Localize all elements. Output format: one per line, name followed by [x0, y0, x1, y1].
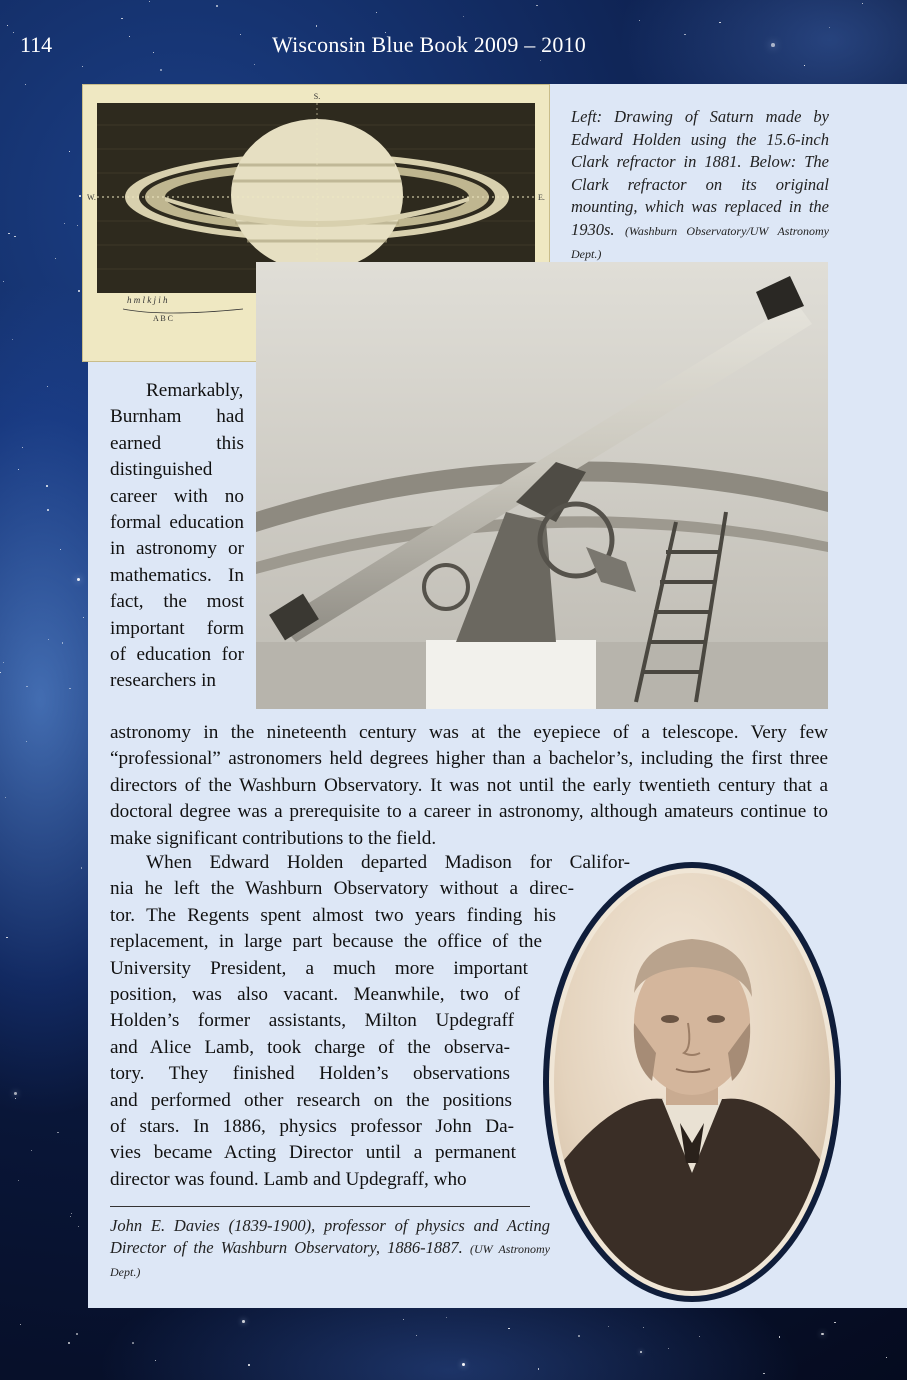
star [5, 797, 6, 798]
star [3, 662, 4, 663]
star [47, 386, 48, 387]
star [829, 27, 830, 28]
star [71, 1213, 72, 1214]
davies-portrait-photo [554, 873, 830, 1291]
page-number: 114 [20, 32, 53, 57]
text-column-full [110, 720, 828, 852]
text-line: and performed other research on the positions [110, 1089, 512, 1111]
star [14, 236, 16, 238]
star [57, 1132, 59, 1134]
star [12, 339, 13, 340]
star [18, 469, 19, 470]
page-header [0, 32, 907, 62]
star [25, 84, 26, 85]
star [254, 64, 255, 65]
star [403, 1319, 404, 1320]
star [804, 65, 805, 66]
star [47, 509, 49, 511]
telescope-photo [256, 262, 828, 709]
text-line: When Edward Holden departed Madison for Califor- [146, 852, 630, 873]
star [248, 1364, 250, 1366]
star [821, 1333, 824, 1336]
star [508, 1328, 509, 1329]
star [69, 688, 70, 689]
star [81, 867, 82, 868]
star [15, 1098, 16, 1099]
text-line: University President, a much more important [110, 957, 528, 979]
star [463, 16, 464, 17]
star [31, 1150, 32, 1151]
star [77, 578, 80, 581]
star [608, 1326, 609, 1327]
star [216, 5, 217, 6]
star [26, 741, 27, 742]
star [316, 25, 318, 27]
star [416, 1335, 417, 1336]
star [46, 485, 48, 487]
star [70, 1216, 71, 1217]
star [640, 1351, 642, 1353]
star [3, 281, 4, 282]
paragraph-burnham: Remarkably, Burnham had earned this distinguished career with no formal education in astronomy or mathematics. In fact, the most important form of education for researchers in [110, 380, 244, 692]
book-title: Wisconsin Blue Book 2009 – 2010 [272, 32, 586, 57]
caption-bottom [110, 1215, 550, 1284]
saturn-label-w: W. [87, 193, 96, 202]
star [149, 1, 150, 2]
star [83, 617, 84, 618]
star [55, 258, 56, 259]
star [538, 1368, 540, 1370]
text-line: Holden’s former assistants, Milton Updegraff [110, 1010, 514, 1032]
star [64, 223, 65, 224]
text-line: director was found. Lamb and Updegraff, who [110, 1168, 467, 1190]
text-line: position, was also vacant. Meanwhile, two of [110, 984, 520, 1006]
saturn-ring-letters-left: h m l k j i h [127, 295, 168, 305]
text-line: nia he left the Washburn Observatory without a direc- [110, 878, 574, 900]
clark-refractor-illustration [256, 262, 828, 709]
star [68, 1342, 69, 1343]
davies-portrait-frame [543, 862, 841, 1302]
caption-top-text: Left: Drawing of Saturn made by Edward Holden using the 15.6-inch Clark refractor in 1881. Below: The Clark refractor on its original mounting, which was replaced in the 1930s. [571, 107, 829, 239]
star [79, 195, 81, 197]
star [719, 22, 720, 23]
star [60, 549, 61, 550]
star [78, 290, 79, 291]
caption-bottom-text: John E. Davies (1839-1900), professor of physics and Acting Director of the Washburn Observatory, 1886-1887. [110, 1216, 550, 1257]
star [668, 1348, 669, 1349]
star [862, 3, 863, 4]
star [462, 1363, 465, 1366]
star [779, 1336, 781, 1338]
star [0, 672, 1, 673]
star [14, 1092, 17, 1095]
saturn-ring-groups-left: A B C [153, 314, 174, 323]
star [699, 1336, 700, 1337]
star [446, 1317, 447, 1318]
text-line: replacement, in large part because the office of the [110, 931, 542, 953]
star [26, 686, 27, 687]
star [121, 18, 123, 20]
star [77, 225, 78, 226]
star [242, 1320, 245, 1323]
star [155, 1360, 156, 1361]
text-line: of stars. In 1886, physics professor John Da- [110, 1116, 514, 1138]
text-line: and Alice Lamb, took charge of the observa- [110, 1036, 510, 1058]
text-line: vies became Acting Director until a permanent [110, 1142, 516, 1164]
star [160, 69, 162, 71]
portrait-illustration [554, 873, 830, 1291]
star [132, 1342, 134, 1344]
star [20, 1324, 21, 1325]
star [76, 1333, 78, 1335]
caption-top-credit: (Washburn Observatory/UW Astronomy Dept.) [571, 223, 829, 261]
caption-top [571, 106, 829, 266]
saturn-label-e: E. [538, 193, 545, 202]
star [62, 642, 63, 643]
caption-bottom-credit: (UW Astronomy Dept.) [110, 1241, 551, 1279]
saturn-label-s: S. [313, 92, 321, 101]
star [639, 20, 640, 21]
caption-divider [110, 1206, 530, 1207]
text-line: tory. They finished Holden’s observations [110, 1063, 510, 1085]
star [643, 1327, 644, 1328]
text-line: tor. The Regents spent almost two years finding his [110, 904, 556, 926]
star [763, 1373, 765, 1375]
paragraph-education: astronomy in the nineteenth century was at the eyepiece of a telescope. Very few “professional” astronomers held degrees higher than a bachelor’s, including the first three directors of the Washburn Observatory. It was not until the early twentieth century that a doctoral degree was a prerequisite to a career in astronomy, although amateurs continue to make significant contributions to the field. [110, 722, 828, 849]
star [78, 1226, 79, 1227]
star [22, 447, 23, 448]
star [82, 66, 83, 67]
star [834, 1322, 835, 1323]
star [376, 12, 377, 13]
star [48, 639, 49, 640]
star [8, 233, 9, 234]
star [886, 1357, 887, 1358]
text-column-narrow [110, 378, 244, 695]
star [18, 1180, 20, 1182]
star [536, 5, 538, 7]
star [578, 1335, 580, 1337]
star [6, 937, 8, 939]
star [7, 25, 8, 26]
star [69, 151, 70, 152]
